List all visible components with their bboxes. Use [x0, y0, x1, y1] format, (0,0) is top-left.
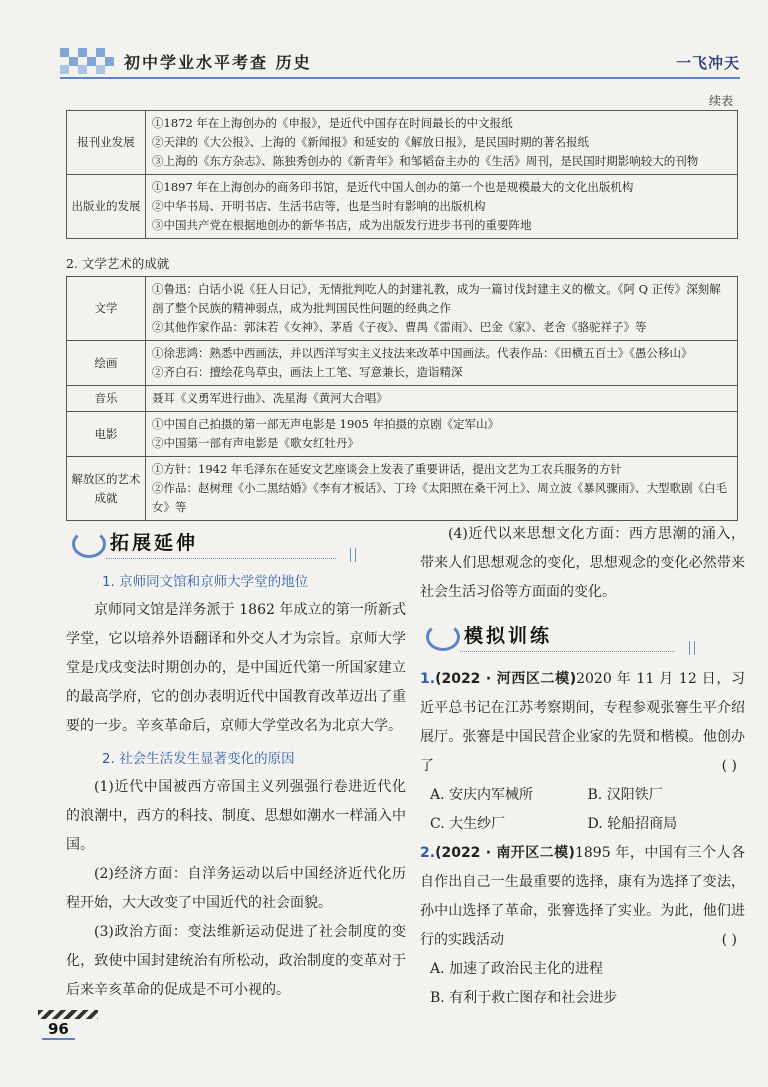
list-item: ①鲁迅：白话小说《狂人日记》，无情批判吃人的封建礼教，成为一篇讨伐封建主义的檄文。《阿 Q 正传》深刻解剖了整个民族的精神弱点，成为批判国民性问题的经典之作 [152, 282, 721, 315]
row-category: 电影 [67, 412, 146, 457]
option-c[interactable]: C. 大生纱厂 [430, 816, 506, 832]
row-category: 文学 [67, 277, 146, 341]
question-stem: 1895 年，中国有三个人各自作出自己一生最重要的选择，康有为选择了变法，孙中山选择了革命，张謇选择了实业。为此，他们进行的实践活动 [420, 845, 745, 948]
options-row [420, 781, 745, 810]
table-row [67, 457, 738, 521]
extension-section [66, 520, 406, 1005]
banner-rule [460, 651, 675, 652]
section-heading: 2. 文学艺术的成就 [66, 256, 170, 271]
paragraph: 京师同文馆是洋务派于 1862 年成立的第一所新式学堂，它以培养外语翻译和外交人才为宗旨。京师大学堂是戊戌变法时期创办的，是中国近代第一所国家建立的最高学府，它的创办表明近代中国教育改革迈出了重要的一步。辛亥革命后，京师大学堂改名为北京大学。 [66, 602, 406, 734]
list-item: ③上海的《东方杂志》、陈独秀创办的《新青年》和邹韬奋主办的《生活》周刊，是民国时期影响较大的刊物 [152, 154, 699, 168]
checker-logo-icon [60, 48, 118, 74]
answer-paren: ( ) [721, 932, 737, 948]
option-b[interactable]: B. 有利于救亡图存和社会进步 [430, 990, 618, 1006]
row-content [146, 341, 738, 386]
row-category: 解放区的艺术成就 [67, 457, 146, 521]
arts-table [66, 276, 738, 521]
banner-title: 拓展延伸 [110, 532, 199, 554]
table-row [67, 175, 738, 239]
paragraph: (1)近代中国被西方帝国主义列强强行卷进近代化的浪潮中，西方的科技、制度、思想如潮水一样涌入中国。 [66, 779, 406, 853]
practice-banner [420, 613, 745, 657]
list-item: ①中国自己拍摄的第一部无声电影是 1905 年拍摄的京剧《定军山》 [152, 417, 500, 431]
table-row [67, 111, 738, 175]
swoosh-icon [426, 623, 460, 651]
paragraph: (2)经济方面：自洋务运动以后中国经济近代化历程开始，大大改变了中国近代的社会面貌。 [66, 866, 406, 911]
row-category: 绘画 [67, 341, 146, 386]
question-source: (2022 · 河西区二模) [435, 671, 577, 687]
table-row [67, 386, 738, 412]
row-content [146, 277, 738, 341]
answer-paren: ( ) [721, 758, 737, 774]
table-row [67, 412, 738, 457]
list-item: ②天津的《大公报》、上海的《新闻报》和延安的《解放日报》，是民国时期的著名报纸 [152, 135, 589, 149]
banner-bars-icon [350, 548, 356, 562]
list-item: ②中国第一部有声电影是《歌女红牡丹》 [152, 436, 359, 450]
question-stem: 2020 年 11 月 12 日，习近平总书记在江苏考察期间，专程参观张謇生平介绍展厅。张謇是中国民营企业家的先贤和楷模。他创办了 [420, 671, 745, 774]
question-number: 1. [420, 671, 436, 687]
extension-banner [66, 520, 406, 564]
option-a[interactable]: A. 安庆内军械所 [430, 787, 534, 803]
header-brand: 一飞冲天 [675, 54, 740, 72]
page-number: 96 [42, 1020, 75, 1040]
row-content [146, 457, 738, 521]
option-a[interactable]: A. 加速了政治民主化的进程 [430, 961, 604, 977]
list-item: ③中国共产党在根据地创办的新华书店，成为出版发行进步书刊的重要阵地 [152, 218, 532, 232]
table-row [67, 277, 738, 341]
row-content [146, 386, 738, 412]
banner-bars-icon [689, 641, 695, 655]
list-item: ①1872 年在上海创办的《申报》，是近代中国存在时间最长的中文报纸 [152, 116, 513, 130]
question-number: 2. [420, 845, 436, 861]
list-item: ②齐白石：擅绘花鸟草虫，画法上工笔、写意兼长，造诣精深 [152, 365, 463, 379]
list-item: ②其他作家作品：郭沫若《女神》、茅盾《子夜》、曹禺《雷雨》、巴金《家》、老舍《骆驼祥子》等 [152, 320, 647, 334]
continued-label: 续表 [708, 94, 733, 108]
list-item: ①1897 年在上海创办的商务印书馆，是近代中国人创办的第一个也是规模最大的文化出版机构 [152, 180, 634, 194]
list-item: ①徐悲鸿：熟悉中西画法，并以西洋写实主义技法来改革中国画法。代表作品：《田横五百士》《愚公移山》 [152, 346, 693, 360]
row-content [146, 412, 738, 457]
row-category: 出版业的发展 [67, 175, 146, 239]
table-row [67, 341, 738, 386]
question-1 [420, 665, 745, 781]
option-d[interactable]: D. 轮船招商局 [587, 816, 678, 832]
row-category: 音乐 [67, 386, 146, 412]
header-rule [60, 77, 740, 79]
publishing-table [66, 110, 738, 239]
option-b[interactable]: B. 汉阳铁厂 [587, 787, 663, 803]
right-column [420, 520, 745, 1013]
header-title: 初中学业水平考查 历史 [124, 53, 312, 72]
list-item: ①方针：1942 年毛泽东在延安文艺座谈会上发表了重要讲话，提出文艺为工农兵服务的方针 [152, 462, 622, 476]
banner-title: 模拟训练 [464, 625, 553, 647]
row-content [146, 111, 738, 175]
stripes-icon [38, 1010, 98, 1019]
banner-rule [106, 558, 336, 559]
list-item: ②中华书局、开明书店、生活书店等，也是当时有影响的出版机构 [152, 199, 486, 213]
row-content [146, 175, 738, 239]
list-item: ②作品：赵树理《小二黑结婚》《李有才板话》、丁玲《太阳照在桑干河上》、周立波《暴风骤雨》、大型歌剧《白毛女》等 [152, 481, 727, 514]
subheading: 1. 京师同文馆和京师大学堂的地位 [102, 574, 309, 590]
list-item: 聂耳《义勇军进行曲》、冼星海《黄河大合唱》 [152, 391, 388, 405]
row-category: 报刊业发展 [67, 111, 146, 175]
question-2 [420, 839, 745, 955]
swoosh-icon [72, 530, 106, 558]
question-source: (2022 · 南开区二模) [435, 845, 575, 861]
paragraph: (3)政治方面：变法维新运动促进了社会制度的变化，致使中国封建统治有所松动，政治制度的变革对于后来辛亥革命的促成是不可小视的。 [66, 924, 406, 998]
subheading: 2. 社会生活发生显著变化的原因 [102, 751, 295, 767]
page-header [60, 44, 740, 78]
options-row [420, 810, 745, 839]
page-number-badge [38, 1010, 98, 1038]
paragraph: (4)近代以来思想文化方面：西方思潮的涌入，带来人们思想观念的变化，思想观念的变化必然带来社会生活习俗等方面面的变化。 [420, 526, 745, 600]
